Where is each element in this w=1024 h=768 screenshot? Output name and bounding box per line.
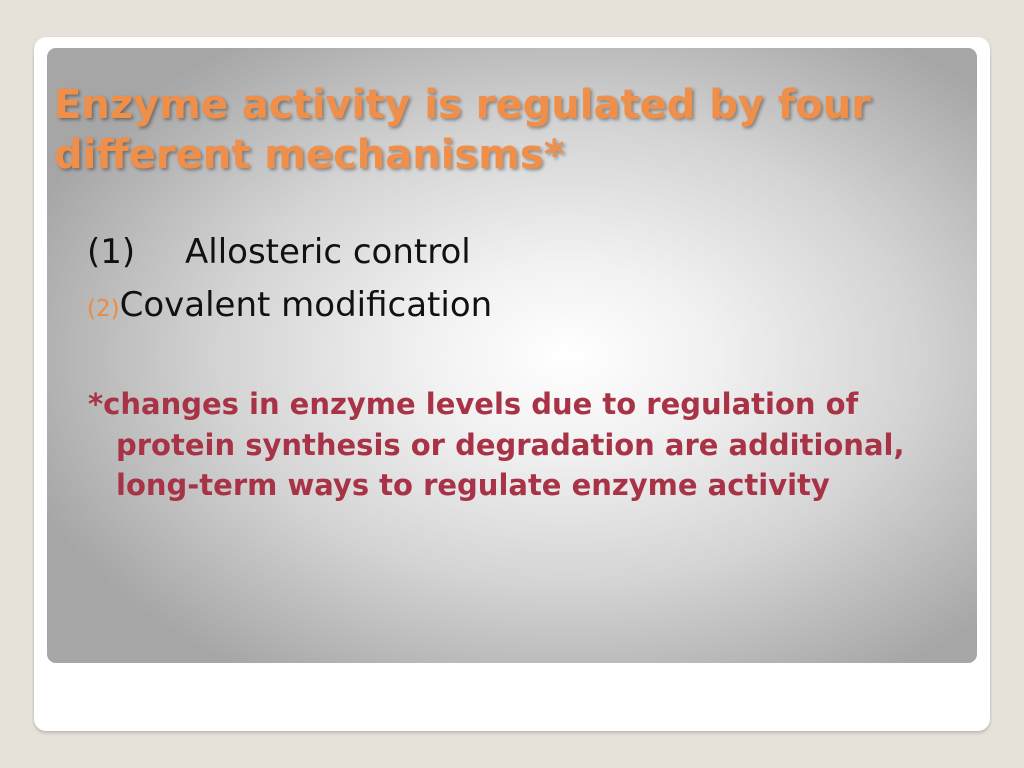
list-item: [87, 279, 492, 332]
slide-title: Enzyme activity is regulated by four different mechanisms*: [54, 82, 871, 178]
footnote-text: *changes in enzyme levels due to regulation of protein synthesis or degradation are additional, long-term ways to regulate enzyme activity: [88, 387, 905, 502]
list-item: [87, 226, 492, 279]
list-item-number: (1): [87, 232, 136, 272]
list-item-text: Allosteric control: [185, 232, 471, 272]
list-item-text: Covalent modification: [119, 285, 493, 325]
list-item-number: (2): [87, 296, 120, 322]
mechanism-list: [87, 226, 492, 332]
slide-content-panel: [47, 48, 977, 663]
